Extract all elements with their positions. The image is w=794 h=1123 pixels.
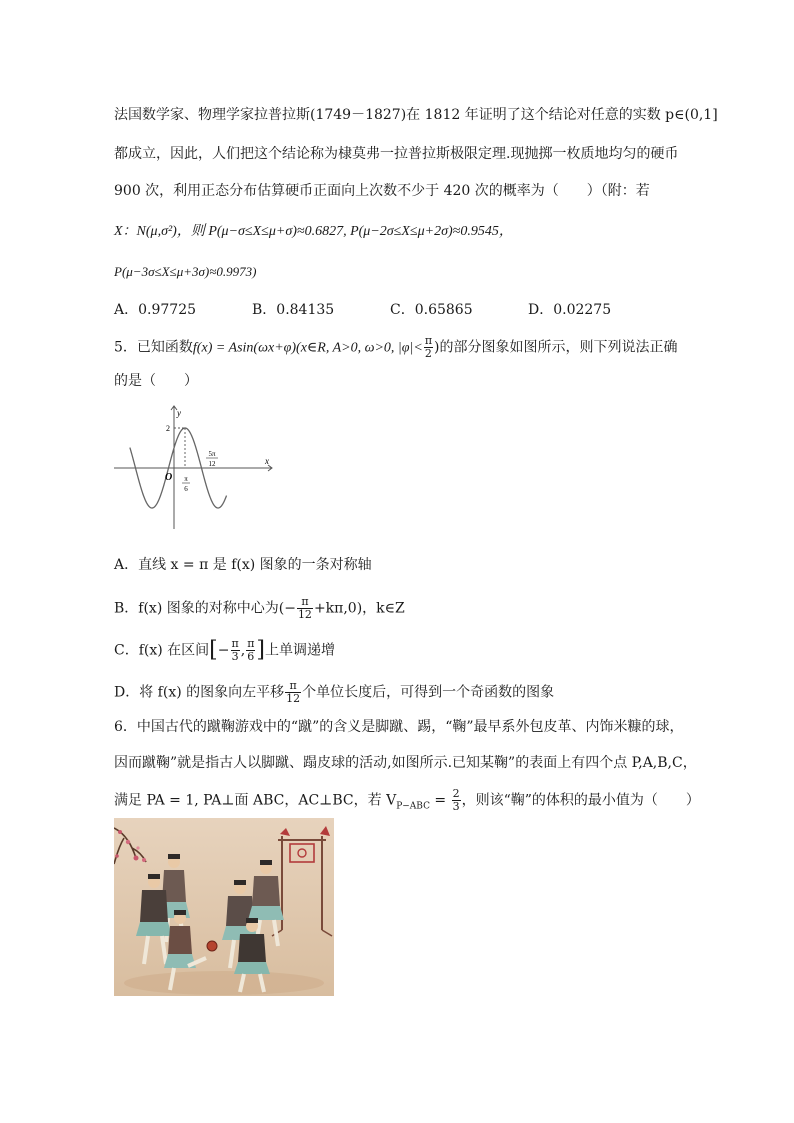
q4-option-c: C．0.65865 — [390, 302, 473, 318]
q5-option-d — [114, 680, 704, 705]
q5-option-b-frac-num: π — [297, 596, 313, 609]
q5-option-d-end: 个单位长度后，可得到一个奇函数的图象 — [302, 684, 555, 701]
q5-option-c-right-bracket: ] — [256, 637, 266, 663]
q6-stem-line-3-end: ，则该“鞠”的体积的最小值为（ ） — [461, 792, 700, 809]
q6-stem-line-3 — [114, 788, 704, 816]
tick-pi-6-num: π — [184, 475, 188, 483]
q6-frac-num: 2 — [452, 787, 460, 800]
q5-stem-line-2: 的是（ ） — [114, 373, 198, 389]
q5-option-c-frac-2 — [246, 638, 255, 663]
max-value-label: 2 — [166, 424, 170, 433]
q5-option-c-frac-2-num: π — [247, 637, 255, 650]
q6-equals: = — [429, 792, 451, 809]
cuju-ball — [207, 941, 217, 951]
q5-option-b-start: B．f(x) 图象的对称中心为(− — [114, 600, 296, 617]
q4-text-line-5: P(μ−3σ≤X≤μ+3σ)≈0.9973) — [114, 264, 257, 279]
q6-volume-fraction — [452, 788, 461, 813]
q5-stem-frac-num: π — [424, 334, 433, 347]
q5-stem-frac-den: 2 — [424, 347, 432, 360]
q5-option-c-start: C．f(x) 在区间 — [114, 642, 210, 659]
q4-option-b: B．0.84135 — [252, 302, 335, 318]
q5-sine-graph — [114, 402, 284, 532]
q5-stem-fraction — [424, 335, 433, 360]
q5-option-c — [114, 638, 704, 663]
q5-option-c-end: 上单调递增 — [265, 642, 336, 659]
tick-pi-6-den: 6 — [184, 485, 188, 493]
tick-5pi-12-den: 12 — [208, 460, 216, 468]
q5-stem-number: 5．已知函数 — [114, 339, 193, 356]
q5-option-d-start: D．将 f(x) 的图象向左平移 — [114, 684, 285, 701]
q4-text-line-3: 900 次，利用正态分布估算硬币正面向上次数不少于 420 次的概率为（ ）（附：若 — [114, 183, 650, 199]
q5-option-c-frac-1 — [231, 638, 240, 663]
q5-option-d-fraction — [285, 680, 301, 705]
q5-option-a: A．直线 x = π 是 f(x) 图象的一条对称轴 — [114, 557, 372, 573]
q5-option-b-end: +kπ,0)，k∈Z — [313, 600, 405, 617]
q5-option-c-left-bracket: [ — [209, 637, 218, 663]
cuju-painting — [114, 818, 334, 996]
y-axis-label: y — [177, 408, 181, 418]
q6-volume-subscript: P−ABC — [396, 801, 430, 812]
q6-stem-line-2: 因而蹴鞠”就是指古人以脚蹴、蹋皮球的活动,如图所示.已知某鞠”的表面上有四个点 P,A,B,C， — [114, 755, 697, 771]
q5-option-b — [114, 596, 704, 621]
origin-label: O — [165, 472, 173, 483]
ground — [124, 971, 324, 995]
q4-text-line-1: 法国数学家、物理学家拉普拉斯(1749－1827)在 1812 年证明了这个结论对任意的实数 p∈(0,1] — [114, 107, 718, 123]
q5-option-c-frac-2-den: 6 — [247, 650, 255, 663]
q5-option-b-frac-den: 12 — [297, 608, 312, 621]
q5-option-b-fraction — [297, 596, 313, 621]
q5-option-d-frac-num: π — [285, 680, 301, 693]
q4-option-a: A．0.97725 — [114, 302, 197, 318]
q5-function-formula: f(x) = Asin(ωx+φ)(x∈R, A>0, ω>0, |φ|< — [192, 340, 423, 356]
q5-stem-rest: )的部分图象如图所示，则下列说法正确 — [434, 339, 678, 356]
x-axis-label: x — [265, 456, 269, 466]
q4-option-d: D．0.02275 — [528, 302, 612, 318]
q4-text-line-2: 都成立，因此，人们把这个结论称为棣莫弗一拉普拉斯极限定理.现抛掷一枚质地均匀的硬币 — [114, 146, 679, 162]
tick-5pi-12-num: 5π — [208, 450, 216, 458]
q5-option-c-minus: − — [217, 642, 230, 659]
q4-text-line-4: X：N(μ,σ²)，则 P(μ−σ≤X≤μ+σ)≈0.6827, P(μ−2σ≤X≤μ+2σ)≈0.9545， — [114, 224, 513, 239]
q5-stem-line-1 — [114, 335, 704, 360]
q6-stem-line-1: 6．中国古代的蹴鞠游戏中的“蹴”的含义是脚蹴、踢，“鞠”最早系外包皮革、内饰米糠的球， — [114, 719, 684, 735]
q6-stem-line-3-start: 满足 PA = 1, PA⊥面 ABC，AC⊥BC，若 V — [114, 792, 397, 809]
q5-option-c-frac-1-num: π — [231, 637, 239, 650]
q5-option-c-comma: , — [240, 642, 246, 659]
q6-frac-den: 3 — [452, 800, 460, 813]
q5-option-c-frac-1-den: 3 — [231, 650, 239, 663]
q5-option-d-frac-den: 12 — [286, 692, 301, 705]
